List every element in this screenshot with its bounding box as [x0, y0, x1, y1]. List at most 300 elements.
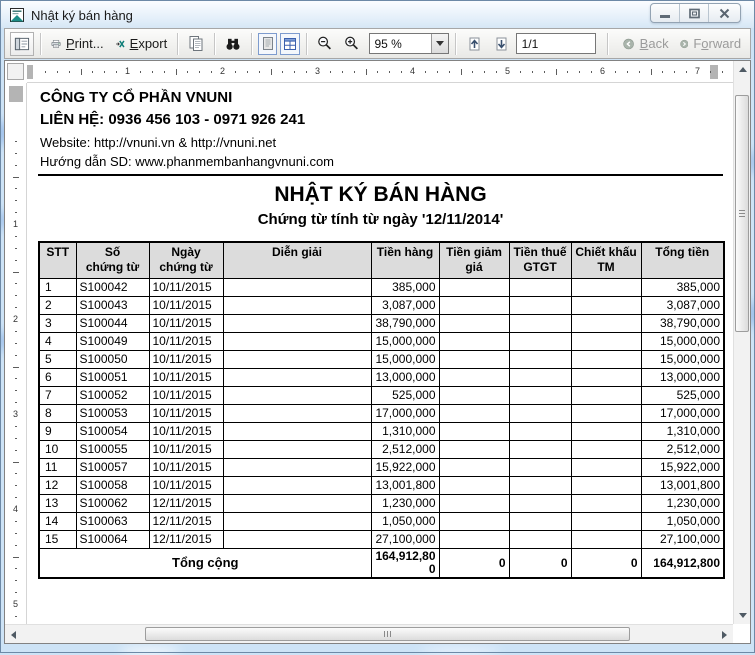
table-cell	[509, 440, 571, 458]
table-cell: 13,001,800	[371, 476, 439, 494]
ruler-inch-label: 2	[220, 66, 226, 76]
table-cell: 13,000,000	[641, 368, 724, 386]
vertical-ruler	[5, 83, 27, 624]
ruler-tick	[15, 438, 17, 439]
table-cell: S100064	[76, 530, 149, 548]
table-cell	[223, 440, 371, 458]
table-row	[39, 386, 724, 404]
table-cell	[439, 404, 509, 422]
table-cell: S100042	[76, 278, 149, 296]
ruler-tick	[152, 71, 153, 73]
ruler-tick	[15, 450, 17, 451]
ruler-tick	[15, 580, 17, 581]
table-cell	[223, 314, 371, 332]
table-cell	[571, 278, 641, 296]
vertical-scroll-thumb[interactable]	[735, 95, 749, 332]
ruler-tick	[556, 69, 557, 75]
column-header: Diễn giải	[223, 242, 371, 278]
table-cell: S100053	[76, 404, 149, 422]
table-cell: 525,000	[371, 386, 439, 404]
ruler-tick	[13, 272, 19, 273]
table-cell	[223, 278, 371, 296]
table-cell	[509, 296, 571, 314]
ruler-tick	[15, 473, 17, 474]
table-cell	[439, 332, 509, 350]
arrow-down-icon	[739, 613, 747, 618]
toolbar-separator	[214, 33, 215, 55]
ruler-corner-box	[7, 63, 24, 80]
table-cell: 10/11/2015	[149, 404, 223, 422]
ruler-tick	[15, 390, 17, 391]
restore-icon	[688, 7, 701, 20]
table-cell	[509, 314, 571, 332]
toolbar-separator	[607, 33, 608, 55]
ruler-tick	[271, 69, 272, 75]
table-cell	[571, 386, 641, 404]
table-row	[39, 368, 724, 386]
table-cell	[571, 494, 641, 512]
ruler-inch-label: 1	[125, 66, 131, 76]
table-row	[39, 476, 724, 494]
ruler-margin-block	[710, 65, 718, 79]
ruler-tick	[639, 71, 640, 73]
table-cell	[571, 332, 641, 350]
table-cell	[571, 422, 641, 440]
table-cell	[509, 368, 571, 386]
table-row	[39, 494, 724, 512]
table-row	[39, 404, 724, 422]
table-cell	[439, 350, 509, 368]
printer-icon	[51, 36, 61, 52]
table-cell: 13,001,800	[641, 476, 724, 494]
forward-label: Forward	[693, 36, 742, 51]
table-cell: 8	[39, 404, 76, 422]
column-header: Tổng tiền	[641, 242, 724, 278]
ruler-tick	[13, 462, 19, 463]
header-divider	[38, 174, 723, 176]
ruler-tick	[294, 71, 295, 73]
table-cell	[571, 440, 641, 458]
ruler-tick	[15, 165, 17, 166]
table-cell: 27,100,000	[371, 530, 439, 548]
table-cell	[223, 332, 371, 350]
ruler-tick	[686, 71, 687, 73]
table-cell	[509, 530, 571, 548]
table-row	[39, 512, 724, 530]
table-cell: 2,512,000	[641, 440, 724, 458]
column-header: Tiền thuế GTGT	[509, 242, 571, 278]
ruler-tick	[57, 71, 58, 73]
column-header: Ngày chứng từ	[149, 242, 223, 278]
table-cell	[439, 494, 509, 512]
export-label: Export	[129, 36, 168, 51]
table-cell	[223, 422, 371, 440]
ruler-tick	[532, 71, 533, 73]
ruler-tick	[330, 71, 331, 73]
table-cell: S100050	[76, 350, 149, 368]
glass-blob	[120, 647, 180, 655]
table-cell: 3,087,000	[371, 296, 439, 314]
total-tien-hang: 164,912,80 0	[371, 548, 439, 578]
table-row	[39, 422, 724, 440]
ruler-inch-label: 5	[505, 66, 511, 76]
table-cell: S100049	[76, 332, 149, 350]
forward-circle-icon	[680, 35, 689, 53]
table-cell: 10/11/2015	[149, 368, 223, 386]
table-cell: 15,922,000	[371, 458, 439, 476]
ruler-tick	[15, 295, 17, 296]
ruler-tick	[15, 153, 17, 154]
ruler-tick	[484, 71, 485, 73]
company-guide: Hướng dẫn SD: www.phanmembanhangvnuni.com	[40, 154, 334, 169]
report-subtitle: Chứng từ tính từ ngày '12/11/2014'	[257, 211, 504, 228]
thumb-grip	[384, 631, 391, 637]
zoom-level-value: 95 %	[374, 37, 402, 51]
table-row	[39, 458, 724, 476]
table-cell	[223, 386, 371, 404]
multi-page-view-button[interactable]	[280, 33, 299, 55]
table-cell: 10/11/2015	[149, 332, 223, 350]
ruler-tick	[15, 497, 17, 498]
table-cell	[223, 476, 371, 494]
table-cell: 6	[39, 368, 76, 386]
thumb-grip	[739, 210, 745, 219]
table-cell: 11	[39, 458, 76, 476]
ruler-tick	[247, 71, 248, 73]
table-cell	[439, 314, 509, 332]
horizontal-scroll-thumb[interactable]	[145, 627, 630, 641]
minimize-button[interactable]	[651, 4, 680, 22]
table-row	[39, 440, 724, 458]
export-button[interactable]	[111, 32, 172, 56]
ruler-tick	[461, 69, 462, 75]
toolbar-separator	[306, 33, 307, 55]
toolbar	[4, 28, 751, 59]
ruler-tick	[627, 71, 628, 73]
ruler-tick	[674, 71, 675, 73]
table-cell: S100054	[76, 422, 149, 440]
total-label: Tổng cộng	[39, 548, 371, 578]
table-cell	[571, 296, 641, 314]
table-cell: 1,230,000	[371, 494, 439, 512]
total-cell: 0	[571, 548, 641, 578]
table-cell	[509, 512, 571, 530]
ruler-tick	[449, 71, 450, 73]
total-cell: 0	[509, 548, 571, 578]
chevron-down-icon	[436, 41, 444, 46]
table-cell: 38,790,000	[641, 314, 724, 332]
close-button[interactable]	[709, 4, 740, 22]
multi-page-icon	[283, 37, 297, 51]
table-cell: 3,087,000	[641, 296, 724, 314]
table-cell	[571, 512, 641, 530]
zoom-level-combobox[interactable]	[369, 33, 449, 54]
report-page	[27, 83, 733, 624]
single-page-view-button[interactable]	[258, 33, 277, 55]
page-number-input[interactable]	[516, 33, 596, 54]
table-cell: 12	[39, 476, 76, 494]
table-cell: 10/11/2015	[149, 314, 223, 332]
table-cell: 15,000,000	[371, 350, 439, 368]
table-row	[39, 350, 724, 368]
ruler-tick	[15, 521, 17, 522]
ruler-tick	[15, 533, 17, 534]
single-page-icon	[261, 36, 275, 51]
company-name: CÔNG TY CỔ PHẦN VNUNI	[40, 89, 233, 106]
ruler-tick	[92, 71, 93, 73]
table-cell	[223, 494, 371, 512]
toolbar-separator	[40, 33, 41, 55]
previous-page-button[interactable]	[462, 32, 486, 56]
table-cell	[223, 512, 371, 530]
table-cell: 15,000,000	[641, 332, 724, 350]
table-cell: 15,000,000	[641, 350, 724, 368]
table-cell: S100043	[76, 296, 149, 314]
table-row	[39, 296, 724, 314]
table-cell: S100044	[76, 314, 149, 332]
ruler-tick	[13, 367, 19, 368]
ruler-tick	[15, 200, 17, 201]
table-total-row	[39, 548, 724, 578]
table-cell: 10/11/2015	[149, 440, 223, 458]
table-cell	[571, 314, 641, 332]
close-icon	[718, 7, 731, 20]
ruler-inch-label: 5	[13, 599, 19, 609]
table-cell: 13	[39, 494, 76, 512]
table-cell	[439, 512, 509, 530]
table-cell	[439, 296, 509, 314]
ruler-tick	[15, 426, 17, 427]
ruler-tick	[579, 71, 580, 73]
table-cell	[223, 458, 371, 476]
table-cell	[223, 368, 371, 386]
total-cell: 0	[439, 548, 509, 578]
table-header-row	[39, 242, 724, 278]
table-cell: 10/11/2015	[149, 458, 223, 476]
ruler-tick	[235, 71, 236, 73]
page-up-icon	[466, 36, 482, 52]
table-cell	[223, 530, 371, 548]
back-label: Back	[639, 36, 669, 51]
ruler-tick	[15, 545, 17, 546]
scroll-left-button[interactable]	[5, 625, 22, 644]
table-cell: 10/11/2015	[149, 422, 223, 440]
zoom-dropdown-button[interactable]	[431, 34, 448, 53]
ruler-tick	[15, 592, 17, 593]
ruler-inch-label: 3	[13, 409, 19, 419]
caption-buttons	[650, 3, 741, 23]
table-cell: 385,000	[371, 278, 439, 296]
table-cell: 15,000,000	[371, 332, 439, 350]
table-cell: 10/11/2015	[149, 476, 223, 494]
table-cell: 12/11/2015	[149, 494, 223, 512]
table-cell	[571, 368, 641, 386]
table-cell: S100058	[76, 476, 149, 494]
table-cell	[509, 332, 571, 350]
table-cell: 1,050,000	[371, 512, 439, 530]
table-cell: 14	[39, 512, 76, 530]
ruler-tick	[366, 69, 367, 75]
table-cell: S100057	[76, 458, 149, 476]
table-cell: 1,050,000	[641, 512, 724, 530]
ruler-tick	[496, 71, 497, 73]
ruler-tick	[615, 71, 616, 73]
ruler-inch-label: 1	[13, 219, 19, 229]
ruler-tick	[15, 402, 17, 403]
table-cell: 10/11/2015	[149, 296, 223, 314]
copy-icon	[188, 35, 204, 52]
table-cell	[509, 386, 571, 404]
column-header: Tiền hàng	[371, 242, 439, 278]
ruler-tick	[544, 71, 545, 73]
table-cell: 1	[39, 278, 76, 296]
ruler-tick	[15, 188, 17, 189]
table-cell	[509, 476, 571, 494]
table-cell	[509, 422, 571, 440]
table-cell: S100063	[76, 512, 149, 530]
title-bar[interactable]	[1, 1, 754, 28]
maximize-button[interactable]	[680, 4, 709, 22]
table-cell	[571, 530, 641, 548]
table-cell: 38,790,000	[371, 314, 439, 332]
ruler-tick	[15, 283, 17, 284]
ruler-tick	[187, 71, 188, 73]
copy-button[interactable]	[184, 32, 208, 56]
toolbar-separator	[455, 33, 456, 55]
arrow-up-icon	[739, 67, 747, 72]
group-tree-icon	[14, 36, 30, 52]
find-button[interactable]	[221, 32, 245, 56]
table-cell: 385,000	[641, 278, 724, 296]
zoom-in-button[interactable]	[340, 32, 364, 56]
ruler-tick	[354, 71, 355, 73]
table-cell	[439, 458, 509, 476]
column-header: STT	[39, 242, 76, 278]
back-circle-icon	[623, 35, 634, 53]
ruler-tick	[69, 71, 70, 73]
ruler-tick	[591, 71, 592, 73]
table-cell	[439, 530, 509, 548]
table-cell: 13,000,000	[371, 368, 439, 386]
table-cell	[571, 350, 641, 368]
ruler-tick	[342, 71, 343, 73]
table-cell	[223, 404, 371, 422]
report-preview-area	[4, 60, 751, 644]
table-cell: 1,310,000	[371, 422, 439, 440]
back-button[interactable]	[619, 32, 672, 56]
page-down-icon	[493, 36, 509, 52]
ruler-tick	[140, 71, 141, 73]
ruler-tick	[651, 69, 652, 75]
minimize-icon	[660, 15, 670, 18]
horizontal-scrollbar[interactable]	[5, 624, 733, 643]
table-cell: 2,512,000	[371, 440, 439, 458]
scroll-right-button[interactable]	[716, 625, 733, 644]
toolbar-separator	[177, 33, 178, 55]
scroll-up-button[interactable]	[734, 61, 751, 78]
ruler-tick	[104, 71, 105, 73]
forward-button[interactable]	[676, 32, 745, 56]
ruler-tick	[520, 71, 521, 73]
next-page-button[interactable]	[489, 32, 513, 56]
company-contact: LIÊN HỆ: 0936 456 103 - 0971 926 241	[40, 111, 306, 128]
zoom-out-button[interactable]	[313, 32, 337, 56]
ruler-tick	[15, 141, 17, 142]
vertical-scrollbar[interactable]	[733, 61, 750, 624]
ruler-tick	[722, 71, 723, 73]
print-button[interactable]	[47, 32, 108, 56]
table-cell	[571, 404, 641, 422]
table-cell: S100051	[76, 368, 149, 386]
table-cell: 5	[39, 350, 76, 368]
ruler-inch-label: 4	[410, 66, 416, 76]
arrow-left-icon	[11, 631, 16, 639]
table-cell	[439, 368, 509, 386]
table-cell: S100062	[76, 494, 149, 512]
ruler-tick	[199, 71, 200, 73]
ruler-tick	[662, 71, 663, 73]
report-title: NHẬT KÝ BÁN HÀNG	[274, 183, 487, 206]
ruler-margin-block	[27, 65, 33, 79]
toggle-group-tree-button[interactable]	[10, 32, 34, 56]
ruler-tick	[15, 236, 17, 237]
scroll-down-button[interactable]	[734, 607, 751, 624]
table-cell	[571, 458, 641, 476]
column-header: Tiền giảm giá	[439, 242, 509, 278]
table-row	[39, 332, 724, 350]
ruler-tick	[15, 260, 17, 261]
company-website: Website: http://vnuni.vn & http://vnuni.net	[40, 135, 277, 150]
ruler-tick	[164, 71, 165, 73]
ruler-tick	[15, 485, 17, 486]
glass-blob	[420, 647, 500, 655]
table-cell: S100055	[76, 440, 149, 458]
ruler-inch-label: 7	[695, 66, 701, 76]
table-cell: 10/11/2015	[149, 350, 223, 368]
ruler-tick	[306, 71, 307, 73]
table-cell	[439, 440, 509, 458]
ruler-tick	[15, 343, 17, 344]
ruler-tick	[176, 69, 177, 75]
ruler-tick	[45, 71, 46, 73]
table-cell: 17,000,000	[641, 404, 724, 422]
ruler-tick	[259, 71, 260, 73]
ruler-tick	[15, 568, 17, 569]
ruler-tick	[567, 71, 568, 73]
table-cell: 15,922,000	[641, 458, 724, 476]
window-title: Nhật ký bán hàng	[31, 8, 133, 23]
ruler-tick	[472, 71, 473, 73]
table-row	[39, 278, 724, 296]
print-label: Print...	[65, 36, 104, 51]
ruler-tick	[15, 331, 17, 332]
ruler-tick	[710, 71, 711, 73]
table-cell: 12/11/2015	[149, 530, 223, 548]
zoom-in-icon	[344, 35, 360, 52]
ruler-tick	[377, 71, 378, 73]
table-cell: 4	[39, 332, 76, 350]
table-cell: 3	[39, 314, 76, 332]
table-cell: 525,000	[641, 386, 724, 404]
table-cell: 17,000,000	[371, 404, 439, 422]
table-cell: 10	[39, 440, 76, 458]
horizontal-ruler	[27, 61, 733, 83]
table-cell	[571, 476, 641, 494]
table-row	[39, 314, 724, 332]
ruler-tick	[15, 307, 17, 308]
table-row	[39, 530, 724, 548]
arrow-right-icon	[722, 631, 727, 639]
